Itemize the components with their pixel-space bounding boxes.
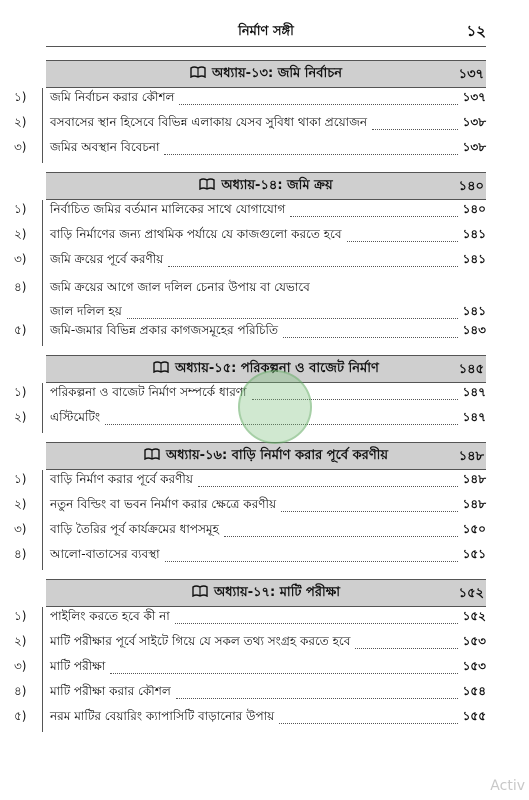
dot-leader xyxy=(281,511,458,512)
entry-number: ২) xyxy=(14,115,27,129)
entry-text: মাটি পরীক্ষা xyxy=(50,659,106,673)
entry-number: ১) xyxy=(14,385,27,399)
dot-leader xyxy=(168,266,457,267)
entry-number: ৩) xyxy=(14,140,27,154)
entry-text: বাড়ি নির্মাণ করার পূর্বে করণীয় xyxy=(50,472,193,486)
page-number: ১২ xyxy=(466,22,486,40)
toc-entry[interactable] xyxy=(10,88,486,113)
entry-page-number: ১৪৭ xyxy=(462,410,486,424)
entry-page-number: ১৪৮ xyxy=(462,472,486,486)
entry-text: জমির অবস্থান বিবেচনা xyxy=(50,140,160,154)
entry-page-number: ১৫২ xyxy=(462,609,486,623)
toc-entry[interactable] xyxy=(10,138,486,163)
entry-page-number: ১৪১ xyxy=(462,252,486,266)
toc-entry[interactable] xyxy=(10,250,486,275)
book-title: নির্মাণ সঙ্গী xyxy=(238,24,294,39)
entry-number: ৫) xyxy=(14,709,27,723)
open-book-icon xyxy=(199,178,215,194)
entry-divider xyxy=(42,200,43,225)
entry-divider xyxy=(42,607,43,632)
toc-entry[interactable] xyxy=(10,495,486,520)
entry-number: ১) xyxy=(14,609,27,623)
toc-entry[interactable] xyxy=(10,632,486,657)
entry-page-number: ১৩৮ xyxy=(462,140,486,154)
chapter-section xyxy=(10,172,486,346)
chapter-page-number: ১৫২ xyxy=(458,586,484,601)
entry-divider xyxy=(42,632,43,657)
chapter-title: অধ্যায়-১৬: বাড়ি নির্মাণ করার পূর্বে করণীয় xyxy=(165,447,389,463)
chapter-section xyxy=(10,442,486,570)
entry-page-number: ১৫৩ xyxy=(462,659,486,673)
entry-text: জমি-জমার বিভিন্ন প্রকার কাগজসমূহের পরিচিতি xyxy=(50,323,278,337)
entry-text: বাড়ি নির্মাণের জন্য প্রাথমিক পর্যায়ে যে কাজগুলো করতে হবে xyxy=(50,227,342,241)
toc-entry[interactable] xyxy=(10,520,486,545)
toc-entry[interactable] xyxy=(10,200,486,225)
chapter-heading xyxy=(46,60,486,88)
dot-leader xyxy=(175,623,458,624)
entry-divider xyxy=(42,520,43,545)
entry-number: ৪) xyxy=(14,684,27,698)
toc-entry[interactable] xyxy=(10,707,486,732)
entry-text: জমি ক্রয়ের পূর্বে করণীয় xyxy=(50,252,164,266)
dot-leader xyxy=(198,486,458,487)
entry-divider xyxy=(42,682,43,707)
entry-page-number: ১৪৩ xyxy=(462,323,486,337)
entry-page-number: ১৫৫ xyxy=(462,709,486,723)
entry-divider xyxy=(42,321,43,346)
chapter-title: অধ্যায়-১৪: জমি ক্রয় xyxy=(221,177,333,193)
entry-number: ৩) xyxy=(14,522,27,536)
entry-number: ৩) xyxy=(14,252,27,266)
entry-divider xyxy=(42,383,43,408)
entry-divider xyxy=(42,250,43,275)
entry-page-number: ১৪৭ xyxy=(462,385,486,399)
open-book-icon xyxy=(190,66,206,82)
toc-entry[interactable] xyxy=(10,607,486,632)
chapter-title: অধ্যায়-১৭: মাটি পরীক্ষা xyxy=(213,584,341,600)
entry-page-number: ১৪৮ xyxy=(462,497,486,511)
entry-page-number: ১৪১ xyxy=(462,227,486,241)
dot-leader xyxy=(279,723,457,724)
open-book-icon xyxy=(144,448,160,464)
entry-text: মাটি পরীক্ষার পূর্বে সাইটে গিয়ে যে সকল তথ্য সংগ্রহ করতে হবে xyxy=(50,634,351,648)
dot-leader xyxy=(372,129,458,130)
dot-leader xyxy=(127,318,458,319)
activation-watermark-text: Activ xyxy=(490,778,525,794)
entry-number: ২) xyxy=(14,410,27,424)
chapter-title: অধ্যায়-১৫: পরিকল্পনা ও বাজেট নির্মাণ xyxy=(175,360,379,376)
dot-leader xyxy=(164,154,457,155)
dot-leader xyxy=(224,536,458,537)
entry-page-number: ১৩৮ xyxy=(462,115,486,129)
chapter-page-number: ১৪০ xyxy=(458,179,484,194)
chapter-heading xyxy=(46,172,486,200)
toc-entry[interactable] xyxy=(10,545,486,570)
chapter-page-number: ১৪৮ xyxy=(458,449,484,464)
entry-text: বাড়ি তৈরির পূর্ব কার্যক্রমের ধাপসমূহ xyxy=(50,522,219,536)
entry-divider xyxy=(42,545,43,570)
dot-leader xyxy=(355,648,457,649)
entry-text: আলো-বাতাসের ব্যবস্থা xyxy=(50,547,160,561)
entry-text: এস্টিমেটিং xyxy=(50,410,101,424)
entry-divider xyxy=(42,495,43,520)
chapter-title: অধ্যায়-১৩: জমি নির্বাচন xyxy=(211,65,343,81)
toc-entry[interactable] xyxy=(10,113,486,138)
entry-text: মাটি পরীক্ষা করার কৌশল xyxy=(50,684,171,698)
entry-text: জমি নির্বাচন করার কৌশল xyxy=(50,90,175,104)
toc-entry[interactable] xyxy=(10,657,486,682)
open-book-icon xyxy=(153,361,169,377)
dot-leader xyxy=(347,241,458,242)
chapter-page-number: ১৪৫ xyxy=(458,362,484,377)
entry-page-number: ১৩৭ xyxy=(462,90,486,104)
entry-page-number: ১৫৪ xyxy=(462,684,486,698)
entry-text: পরিকল্পনা ও বাজেট নির্মাণ সম্পর্কে ধারণা xyxy=(50,385,247,399)
toc-entry[interactable] xyxy=(10,225,486,250)
entry-divider xyxy=(42,408,43,433)
entry-text-block xyxy=(50,275,486,321)
entry-page-number: ১৫৩ xyxy=(462,634,486,648)
entry-divider xyxy=(42,707,43,732)
toc-entry[interactable] xyxy=(10,275,486,321)
entry-number: ২) xyxy=(14,497,27,511)
entry-divider xyxy=(42,657,43,682)
entry-number: ৫) xyxy=(14,323,27,337)
dot-leader xyxy=(165,561,458,562)
entry-text-continued: জাল দলিল হয় xyxy=(50,304,122,318)
entry-page-number: ১৪০ xyxy=(462,202,486,216)
entry-text: পাইলিং করতে হবে কী না xyxy=(50,609,170,623)
entry-divider xyxy=(42,88,43,113)
dot-leader xyxy=(283,337,458,338)
entry-text: বসবাসের স্থান হিসেবে বিভিন্ন এলাকায় যেসব সুবিধা থাকা প্রয়োজন xyxy=(50,115,368,129)
dot-leader xyxy=(290,216,457,217)
entry-divider xyxy=(42,225,43,250)
chapter-section xyxy=(10,579,486,732)
dot-leader xyxy=(176,698,458,699)
entry-number: ১) xyxy=(14,90,27,104)
chapter-heading xyxy=(46,579,486,607)
entry-divider xyxy=(42,470,43,495)
page-header xyxy=(46,18,486,47)
entry-divider xyxy=(42,275,43,321)
entry-divider xyxy=(42,138,43,163)
chapter-section xyxy=(10,60,486,163)
entry-page-number: ১৫০ xyxy=(462,522,486,536)
dot-leader xyxy=(110,673,457,674)
toc-entry[interactable] xyxy=(10,682,486,707)
entry-page-number: ১৪১ xyxy=(462,304,486,318)
toc-entry[interactable] xyxy=(10,321,486,346)
toc-entry[interactable] xyxy=(10,470,486,495)
entry-number: ২) xyxy=(14,634,27,648)
entry-text: জমি ক্রয়ের আগে জাল দলিল চেনার উপায় বা যেভাবে xyxy=(50,280,310,294)
dot-leader xyxy=(179,104,457,105)
chapter-page-number: ১৩৭ xyxy=(458,67,484,82)
entry-number: ৩) xyxy=(14,659,27,673)
entry-text: নরম মাটির বেয়ারিং ক্যাপাসিটি বাড়ানোর উপায় xyxy=(50,709,275,723)
entry-number: ৪) xyxy=(14,280,27,294)
entry-number: ৪) xyxy=(14,547,27,561)
entry-number: ২) xyxy=(14,227,27,241)
entry-page-number: ১৫১ xyxy=(462,547,486,561)
open-book-icon xyxy=(192,585,208,601)
watermark-seal xyxy=(238,370,312,444)
chapter-heading xyxy=(46,442,486,470)
entry-number: ১) xyxy=(14,472,27,486)
entry-number: ১) xyxy=(14,202,27,216)
entry-text: নতুন বিল্ডিং বা ভবন নির্মাণ করার ক্ষেত্রে করণীয় xyxy=(50,497,277,511)
entry-divider xyxy=(42,113,43,138)
entry-text: নির্বাচিত জমির বর্তমান মালিকের সাথে যোগাযোগ xyxy=(50,202,286,216)
